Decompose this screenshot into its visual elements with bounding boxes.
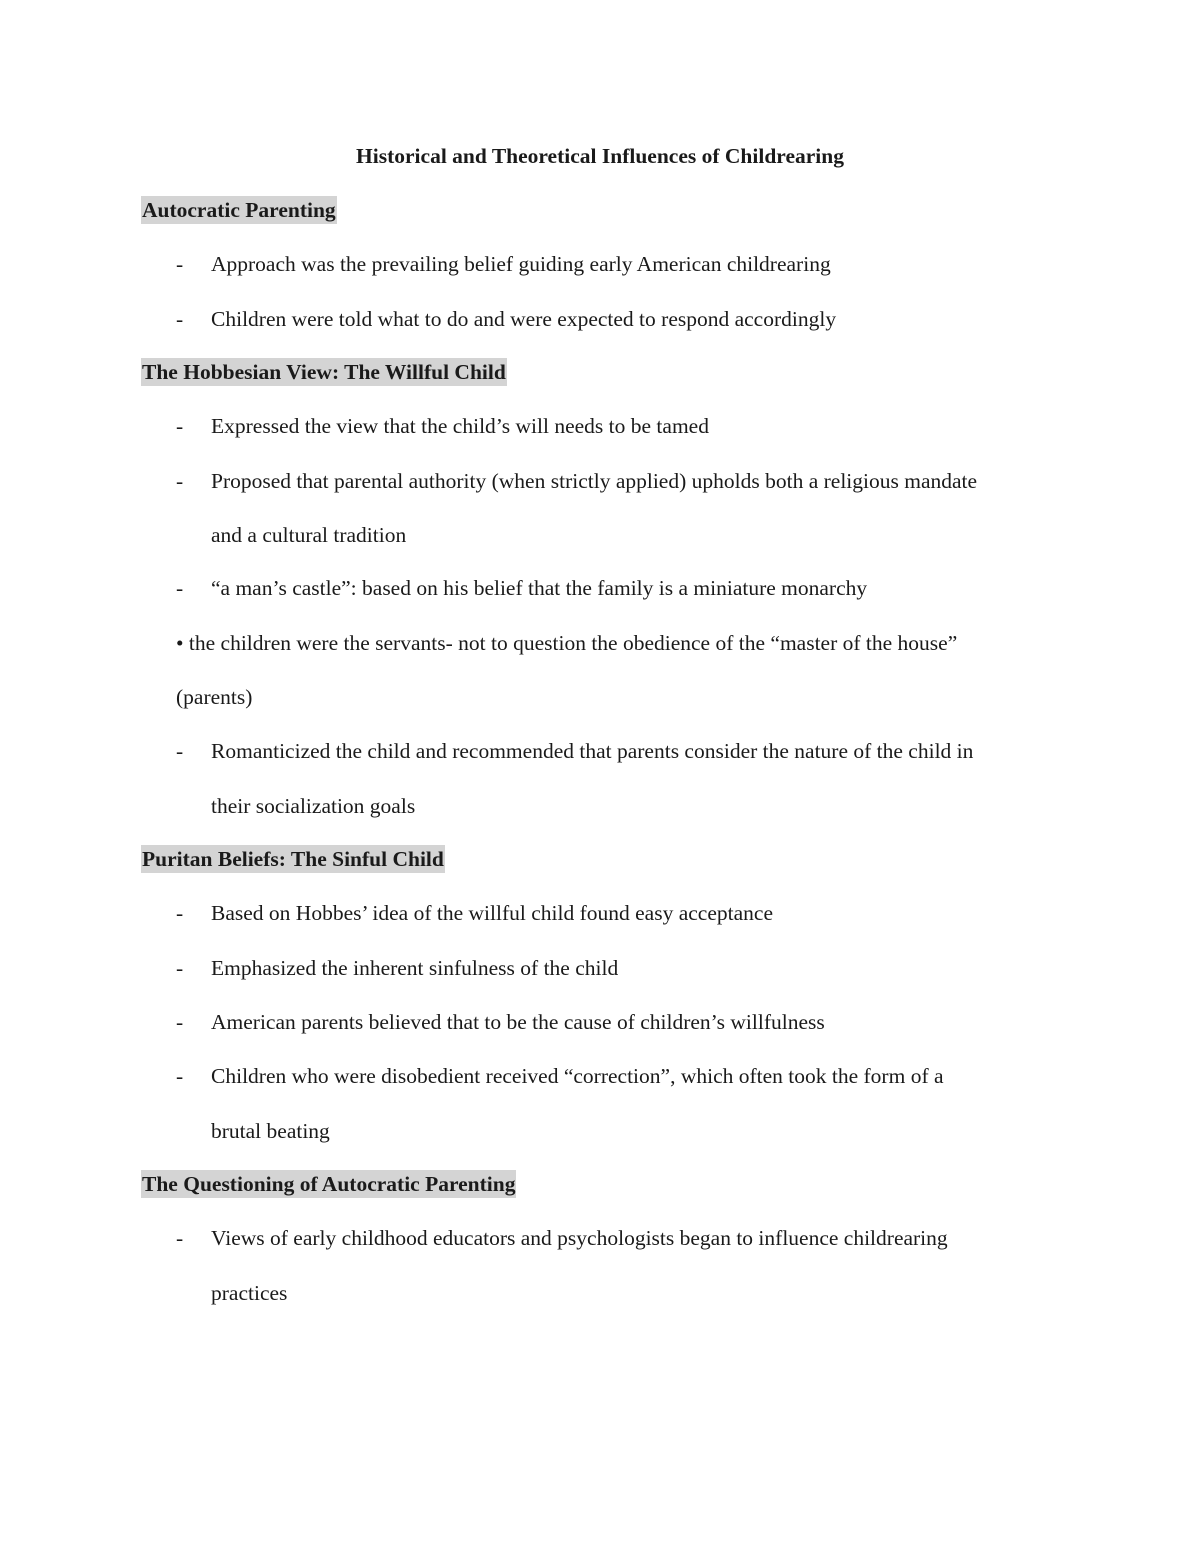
bullet-point-text: • the children were the servants- not to question the obedience of the “master of the house”	[176, 631, 958, 655]
bullet-dash: -	[176, 1226, 184, 1250]
bullet-text: Children were told what to do and were expected to respond accordingly	[211, 307, 837, 331]
bullet-dash: -	[176, 576, 184, 600]
bullet-dash: -	[176, 739, 184, 763]
bullet-point-continuation: (parents)	[176, 685, 253, 709]
section-heading-autocratic-parenting: Autocratic Parenting	[142, 198, 336, 222]
bullet-text: Approach was the prevailing belief guiding early American childrearing	[211, 252, 831, 276]
bullet-dash: -	[176, 901, 184, 925]
bullet-text-continuation: their socialization goals	[211, 794, 416, 818]
bullet-text-continuation: practices	[211, 1281, 288, 1305]
bullet-dash: -	[176, 307, 184, 331]
bullet-dash: -	[176, 1010, 184, 1034]
bullet-text: Expressed the view that the child’s will needs to be tamed	[211, 414, 709, 438]
bullet-text: Emphasized the inherent sinfulness of the child	[211, 956, 619, 980]
bullet-text-continuation: and a cultural tradition	[211, 523, 407, 547]
bullet-text: Proposed that parental authority (when strictly applied) upholds both a religious mandate	[211, 469, 978, 493]
bullet-dash: -	[176, 414, 184, 438]
bullet-text: Based on Hobbes’ idea of the willful child found easy acceptance	[211, 901, 773, 925]
section-heading-puritan-beliefs: Puritan Beliefs: The Sinful Child	[142, 847, 444, 871]
bullet-dash: -	[176, 1064, 184, 1088]
bullet-dash: -	[176, 469, 184, 493]
section-heading-questioning-autocratic: The Questioning of Autocratic Parenting	[142, 1172, 516, 1196]
bullet-dash: -	[176, 956, 184, 980]
bullet-text-continuation: brutal beating	[211, 1119, 330, 1143]
bullet-text: Children who were disobedient received “correction”, which often took the form of a	[211, 1064, 944, 1088]
document-title: Historical and Theoretical Influences of Childrearing	[356, 144, 844, 168]
bullet-text: American parents believed that to be the cause of children’s willfulness	[211, 1010, 825, 1034]
bullet-text: Views of early childhood educators and psychologists began to influence childrearing	[211, 1226, 948, 1250]
bullet-text: “a man’s castle”: based on his belief that the family is a miniature monarchy	[211, 576, 868, 600]
bullet-dash: -	[176, 252, 184, 276]
section-heading-hobbesian-view: The Hobbesian View: The Willful Child	[142, 360, 506, 384]
bullet-text: Romanticized the child and recommended that parents consider the nature of the child in	[211, 739, 974, 763]
